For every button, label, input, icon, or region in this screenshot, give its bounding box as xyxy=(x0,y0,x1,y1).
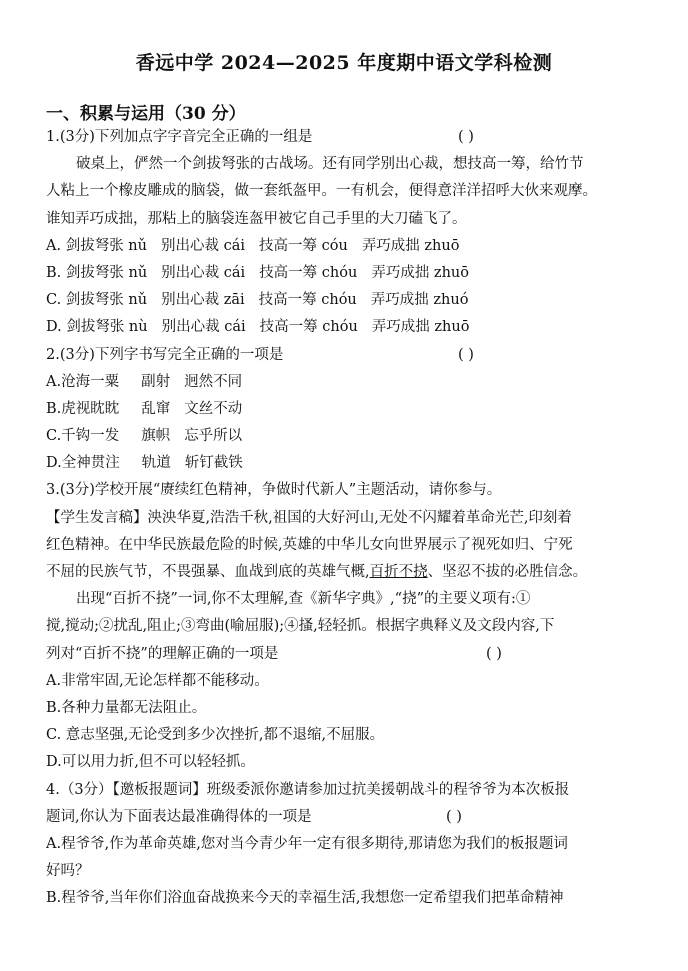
option-part: 技高一筹 chóu xyxy=(259,319,358,336)
draft-line: 【学生发言稿】泱泱华夏,浩浩千秋,祖国的大好河山,无处不闪耀着革命光芒,印刻着 xyxy=(46,509,572,526)
option-line xyxy=(46,369,644,396)
question-2-text: 2.(3分)下列字书写完全正确的一项是 xyxy=(46,346,284,363)
option-part: 技高一筹 chóu xyxy=(258,292,357,309)
question-1-text: 1.(3分)下列加点字字音完全正确的一组是 xyxy=(46,129,313,145)
option-part: 别出心裁 cái xyxy=(161,319,246,336)
option-part: 轨道 xyxy=(141,455,171,472)
option-part: A.沧海一粟 xyxy=(46,373,120,390)
option-line xyxy=(46,233,644,260)
exam-body xyxy=(46,124,644,912)
option-part: C.千钩一发 xyxy=(46,428,120,445)
draft-text: 、坚忍不拔的必胜信念。 xyxy=(427,564,588,580)
option-line: B.程爷爷,当年你们浴血奋战换来今天的幸福生活,我想您一定希望我们把革命精神 xyxy=(46,890,564,907)
option-part: C. 剑拔弩张 nǔ xyxy=(46,292,148,309)
explain-line: 搅,搅动;②扰乱,阻止;③弯曲(喻屈服);④搔,轻轻抓。根据字典释义及文段内容,下 xyxy=(46,618,555,635)
underlined-term: 百折不挠 xyxy=(369,564,428,580)
option-part: 弄巧成拙 zhuō xyxy=(371,264,469,281)
answer-paren: ( ) xyxy=(458,129,474,145)
option-part: D. 剑拔弩张 nù xyxy=(46,319,148,336)
option-line xyxy=(46,396,644,423)
option-part: 迥然不同 xyxy=(184,373,243,390)
option-part: 乱窜 xyxy=(141,400,171,417)
option-line: 好吗？ xyxy=(46,863,90,880)
option-part: 别出心裁 cái xyxy=(160,237,245,254)
option-line xyxy=(46,260,644,287)
answer-paren: ( ) xyxy=(446,808,462,825)
section-heading: 一、积累与运用（30 分） xyxy=(46,104,246,124)
answer-paren: ( ) xyxy=(458,346,474,363)
option-part: 文丝不动 xyxy=(184,400,243,417)
option-part: D.全神贯注 xyxy=(46,455,120,472)
option-part: 弄巧成拙 zhuō xyxy=(371,319,470,336)
question-3-stem: 3.(3分)学校开展“赓续红色精神，争做时代新人”主题活动，请你参与。 xyxy=(46,482,502,499)
answer-paren: ( ) xyxy=(486,645,502,662)
option-line: B.各种力量都无法阻止。 xyxy=(46,699,207,716)
option-part: 弄巧成拙 zhuō xyxy=(361,237,460,254)
option-part: 副射 xyxy=(141,373,171,390)
question-4-stem xyxy=(46,804,644,831)
option-line: C. 意志坚强,无论受到多少次挫折,都不退缩,不屈服。 xyxy=(46,727,385,744)
option-part: 忘乎所以 xyxy=(184,428,243,445)
option-part: 斩钉截铁 xyxy=(184,455,243,472)
option-part: B.虎视眈眈 xyxy=(46,400,120,417)
question-1-stem xyxy=(46,124,644,151)
option-line: A.程爷爷,作为革命英雄,您对当今青少年一定有很多期待,那请您为我们的板报题词 xyxy=(46,835,568,852)
option-line: D.可以用力折,但不可以轻轻抓。 xyxy=(46,754,255,771)
option-line xyxy=(46,314,644,341)
option-line xyxy=(46,287,644,314)
option-part: 技高一筹 chóu xyxy=(259,264,358,281)
option-part: 别出心裁 cái xyxy=(161,264,246,281)
option-part: A. 剑拔弩张 nǔ xyxy=(46,237,147,254)
option-part: 别出心裁 zāi xyxy=(161,292,245,309)
draft-line xyxy=(46,559,644,586)
option-part: 旗帜 xyxy=(141,428,171,445)
passage-line: 破桌上，俨然一个剑拔弩张的古战场。还有同学别出心裁，想技高一筹，给竹节 xyxy=(76,156,584,173)
option-line: A.非常牢固,无论怎样都不能移动。 xyxy=(46,672,269,689)
question-4-stem: 4.（3分）【邀板报题词】班级委派你邀请参加过抗美援朝战斗的程爷爷为本次板报 xyxy=(46,781,570,798)
passage-line: 人粘上一个橡皮雕成的脑袋，做一套纸盔甲。一有机会，便得意洋洋招呼大伙来观摩。 xyxy=(46,183,597,200)
question-4-text: 题词,你认为下面表达最准确得体的一项是 xyxy=(46,808,312,825)
option-line xyxy=(46,450,644,477)
explain-line: 出现“百折不挠”一词,你不太理解,查《新华字典》,“挠”的主要义项有:① xyxy=(76,591,531,608)
page-title: 香远中学 2024—2025 年度期中语文学科检测 xyxy=(135,52,553,74)
option-line xyxy=(46,423,644,450)
option-part: 技高一筹 cóu xyxy=(259,237,348,254)
option-part: B. 剑拔弩张 nǔ xyxy=(46,264,148,281)
question-3-prompt xyxy=(46,641,644,668)
draft-line: 红色精神。在中华民族最危险的时候,英雄的中华儿女向世界展示了视死如归、宁死 xyxy=(46,536,573,553)
question-3-text: 列对“百折不挠”的理解正确的一项是 xyxy=(46,645,279,662)
passage-line: 谁知弄巧成拙，那粘上的脑袋连盔甲被它自己手里的大刀磕飞了。 xyxy=(46,210,467,227)
option-part: 弄巧成拙 zhuó xyxy=(370,292,469,309)
draft-text: 不屈的民族气节，不畏强暴、血战到底的英雄气概, xyxy=(46,564,370,580)
question-2-stem xyxy=(46,342,644,369)
